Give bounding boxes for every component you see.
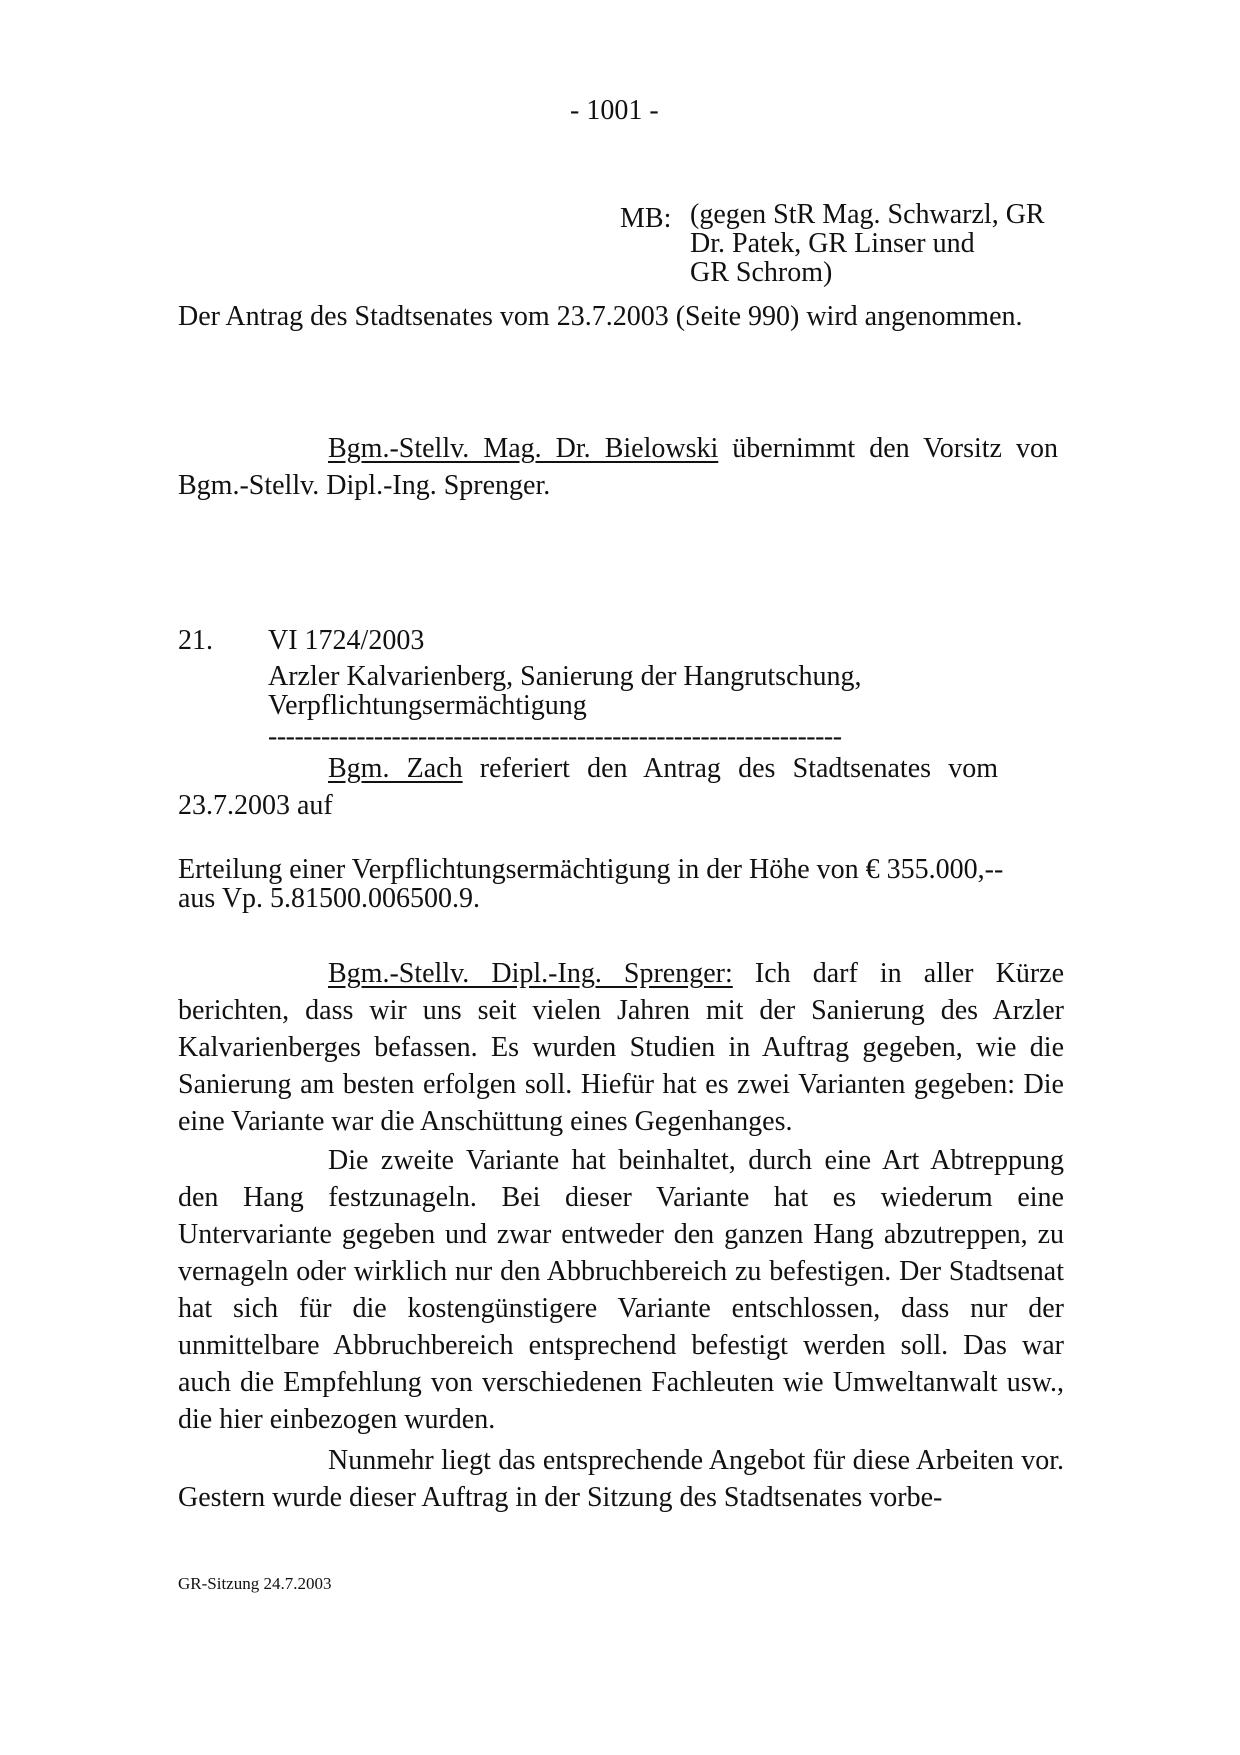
speaker-name: Bgm. Zach: [328, 753, 463, 784]
vote-line: GR Schrom): [690, 257, 833, 288]
statement-text: Ich darf in aller Kürze berichten, dass wir uns seit vielen Jahren mit der Sanierung des Arzler Kalvarienberges befassen. Es wurden Studien in Auftrag gegeben, wie die Sanierung am besten erfolgen soll. Hiefür hat es zwei Varianten gegeben: Die eine Variante war die Anschüttung eines Gegenhanges.: [178, 958, 1064, 1137]
agenda-title-line: Verpflichtungsermächtigung: [268, 690, 587, 721]
authorization-line: Erteilung einer Verpflichtungsermächtigung in der Höhe von € 355.000,--: [178, 854, 1004, 885]
statement-paragraph-2: Die zweite Variante hat beinhaltet, durch eine Art Abtreppung den Hang festzunageln. Bei dieser Variante hat es wiederum eine Untervariante gegeben und zwar entweder den ganzen Hang abzutreppen, zu vernageln oder wirklich nur den Abbruchbereich zu befestigen. Der Stadtsenat hat sich für die kostengünstigere Variante entschlossen, dass nur der unmittelbare Abbruchbereich entsprechend befestigt werden soll. Das war auch die Empfehlung von verschiedenen Fachleuten wie Umweltanwalt usw., die hier einbezogen wurden.: [178, 1145, 1064, 1435]
page-number: - 1001 -: [570, 95, 659, 126]
statement-paragraph-1: [178, 955, 1064, 1140]
agenda-title-line: Arzler Kalvarienberg, Sanierung der Hangrutschung,: [268, 661, 862, 692]
chair-change-paragraph: [178, 430, 1058, 504]
agenda-item-title: [268, 662, 862, 720]
report-text: referiert den Antrag des Stadtsenates vom 23.7.2003 auf: [178, 753, 998, 821]
vote-line: Dr. Patek, GR Linser und: [690, 228, 975, 259]
page-footer: GR-Sitzung 24.7.2003: [178, 1574, 332, 1593]
vote-line: (gegen StR Mag. Schwarzl, GR: [690, 199, 1045, 230]
speaker-name: Bgm.-Stellv. Dipl.-Ing. Sprenger:: [328, 958, 733, 989]
speaker-name: Bgm.-Stellv. Mag. Dr. Bielowski: [328, 433, 719, 464]
agenda-item-number: 21.: [178, 625, 213, 656]
vote-label: MB:: [620, 203, 672, 234]
resolution-text: Der Antrag des Stadtsenates vom 23.7.2003 (Seite 990) wird angenommen.: [178, 301, 1023, 332]
vote-details: [690, 200, 1045, 287]
chair-change-text: übernimmt den Vorsitz von Bgm.-Stellv. Dipl.-Ing. Sprenger.: [178, 433, 1059, 501]
authorization-request: [178, 855, 1003, 913]
authorization-line: aus Vp. 5.81500.006500.9.: [178, 883, 481, 914]
statement-paragraph-3: Nunmehr liegt das entsprechende Angebot für diese Arbeiten vor. Gestern wurde dieser Auftrag in der Sitzung des Stadtsenates vorbe-: [178, 1445, 1064, 1513]
dashed-rule: -----------------------------------------------------------------: [268, 721, 842, 752]
agenda-item-code: VI 1724/2003: [268, 625, 425, 656]
report-paragraph: [178, 750, 998, 824]
